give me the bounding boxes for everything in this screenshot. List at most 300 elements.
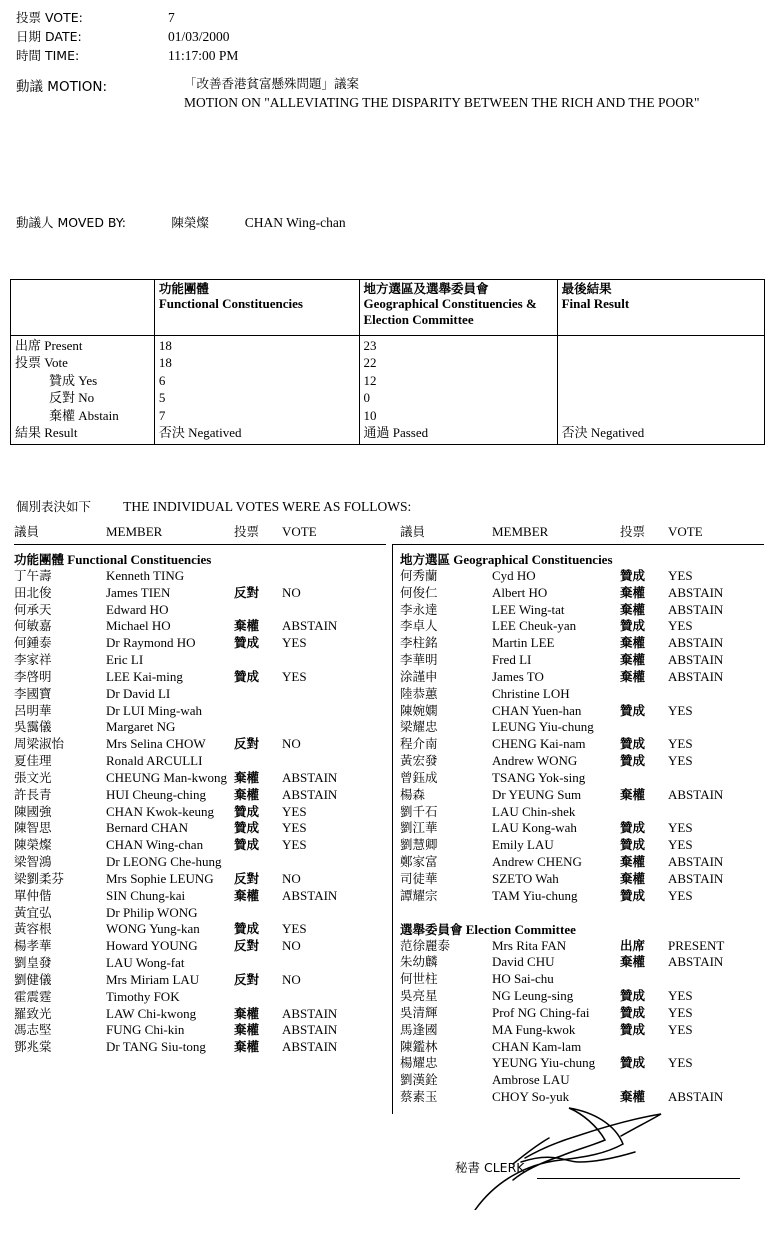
member-name-chinese: 田北俊 <box>14 584 52 600</box>
member-vote-english <box>282 905 386 922</box>
member-name-english: LEE Wing-tat <box>492 601 565 617</box>
group-title-functional-en: Functional Constituencies <box>67 552 212 567</box>
member-vote-english: ABSTAIN <box>282 769 338 785</box>
vote-row <box>14 905 386 922</box>
member-name-english: Christine LOH <box>492 685 570 701</box>
member-name-chinese: 何鍾泰 <box>14 635 52 651</box>
header-vote-en-left: VOTE <box>282 524 317 539</box>
functional-yes: 6 <box>158 372 166 388</box>
member-name-english: David CHU <box>492 954 555 970</box>
vote-row <box>400 719 764 736</box>
member-vote-chinese: 棄權 <box>234 887 260 903</box>
geographical-present: 23 <box>363 338 377 353</box>
vote-row <box>400 871 764 888</box>
member-name-chinese: 李啓明 <box>14 668 52 684</box>
member-name-chinese: 馮志堅 <box>14 1022 52 1038</box>
group-title-election-committee-en: Election Committee <box>465 921 576 937</box>
member-name-english: Cyd HO <box>492 568 536 583</box>
member-vote-chinese <box>234 719 282 736</box>
label-vote: 投票 Vote <box>15 355 68 371</box>
member-name-english: LAU Wong-fat <box>106 955 185 971</box>
member-name-english: Margaret NG <box>106 719 176 735</box>
functional-vote: 18 <box>158 355 172 371</box>
member-vote-chinese: 棄權 <box>620 652 646 668</box>
member-name-english: CHEUNG Man-kwong <box>106 769 227 785</box>
member-vote-english: ABSTAIN <box>668 1089 724 1105</box>
vote-row <box>14 753 386 770</box>
member-vote-chinese <box>234 989 282 1006</box>
member-name-chinese: 周梁淑怡 <box>14 736 65 752</box>
member-vote-chinese <box>234 703 282 720</box>
functional-present: 18 <box>158 338 172 353</box>
member-vote-chinese: 贊成 <box>620 988 646 1004</box>
member-vote-english <box>668 971 764 988</box>
group-spacer <box>400 905 764 918</box>
member-name-english: LEE Kai-ming <box>106 668 183 684</box>
document-header <box>16 8 756 65</box>
member-vote-english: NO <box>282 938 301 954</box>
member-vote-chinese <box>234 955 282 972</box>
vote-row <box>14 1039 386 1056</box>
header-vote-cn-right: 投票 <box>620 524 646 539</box>
member-vote-english: ABSTAIN <box>668 652 724 668</box>
member-vote-english <box>282 703 386 720</box>
member-vote-english: YES <box>282 668 307 684</box>
group-title-functional-cn: 功能團體 <box>14 552 65 567</box>
final-no <box>562 389 760 406</box>
member-vote-chinese: 棄權 <box>234 1039 260 1055</box>
member-vote-chinese <box>234 652 282 669</box>
member-list-geographical <box>400 568 764 905</box>
vote-row <box>400 954 764 971</box>
vote-row <box>14 888 386 905</box>
member-vote-chinese <box>234 854 282 871</box>
functional-abstain: 7 <box>158 407 166 423</box>
member-vote-chinese <box>620 1072 668 1089</box>
member-name-chinese: 楊孝華 <box>14 938 52 954</box>
member-vote-english: NO <box>282 736 301 752</box>
member-vote-chinese: 贊成 <box>234 837 260 853</box>
member-name-chinese: 陳智思 <box>14 820 52 836</box>
member-vote-chinese <box>234 753 282 770</box>
column-divider-right <box>392 544 393 1114</box>
member-name-english: Fred LI <box>492 652 532 668</box>
member-name-english: Dr David LI <box>106 685 171 701</box>
member-name-english: LAU Chin-shek <box>492 803 576 819</box>
vote-row <box>14 618 386 635</box>
member-vote-english: YES <box>668 736 693 752</box>
vote-number-value: 7 <box>168 10 175 25</box>
member-name-chinese: 劉江華 <box>400 820 438 836</box>
header-member-en-right: MEMBER <box>492 524 549 539</box>
member-vote-english: ABSTAIN <box>668 635 724 651</box>
member-name-english: Prof NG Ching-fai <box>492 1004 590 1020</box>
member-vote-english: NO <box>282 584 301 600</box>
member-name-chinese: 陳國強 <box>14 803 52 819</box>
functional-result: 否決 Negatived <box>158 425 242 441</box>
member-name-chinese: 劉皇發 <box>14 955 52 971</box>
member-vote-chinese: 棄權 <box>620 584 646 600</box>
member-vote-chinese: 贊成 <box>620 1021 646 1037</box>
member-vote-english: YES <box>282 635 307 651</box>
member-vote-chinese: 棄權 <box>620 954 646 970</box>
member-name-chinese: 陳榮燦 <box>14 837 52 853</box>
member-name-chinese: 馬逢國 <box>400 1021 438 1037</box>
member-vote-chinese: 棄權 <box>234 786 260 802</box>
member-name-chinese: 劉漢銓 <box>400 1072 438 1088</box>
date-label: 日期 DATE: <box>16 29 82 45</box>
vote-row <box>400 585 764 602</box>
member-name-chinese: 朱幼麟 <box>400 954 438 970</box>
vote-row <box>400 635 764 652</box>
vote-row <box>14 736 386 753</box>
header-vote-en-right: VOTE <box>668 524 703 539</box>
member-vote-english: YES <box>668 618 693 634</box>
member-vote-english: ABSTAIN <box>668 584 724 600</box>
member-name-english: James TO <box>492 668 544 684</box>
member-name-english: CHAN Wing-chan <box>106 837 204 853</box>
votes-column-header-left <box>14 524 386 544</box>
summary-header-final-cn: 最後結果 <box>561 281 612 296</box>
votes-column-right <box>392 524 764 1106</box>
member-name-chinese: 蔡素玉 <box>400 1089 438 1105</box>
vote-row <box>14 669 386 686</box>
member-vote-english <box>668 686 764 703</box>
member-vote-chinese <box>234 602 282 619</box>
vote-row <box>14 602 386 619</box>
header-vote-cn-left: 投票 <box>234 524 260 539</box>
vote-row <box>400 652 764 669</box>
group-title-functional <box>14 550 386 568</box>
member-vote-chinese <box>620 804 668 821</box>
vote-row <box>400 804 764 821</box>
member-name-chinese: 李卓人 <box>400 618 438 634</box>
summary-corner-cell <box>11 280 155 336</box>
member-vote-english <box>282 652 386 669</box>
member-name-chinese: 何承天 <box>14 601 52 617</box>
member-name-english: Edward HO <box>106 601 169 617</box>
member-vote-english <box>668 804 764 821</box>
vote-row <box>14 837 386 854</box>
member-name-english: Kenneth TING <box>106 568 185 583</box>
vote-row <box>400 888 764 905</box>
member-name-english: Mrs Rita FAN <box>492 937 567 953</box>
member-vote-chinese: 贊成 <box>620 887 646 903</box>
member-vote-english <box>282 719 386 736</box>
final-vote <box>562 354 760 371</box>
summary-header-geographical <box>359 280 557 336</box>
member-vote-chinese <box>234 905 282 922</box>
member-vote-chinese: 贊成 <box>620 568 646 583</box>
member-vote-english: ABSTAIN <box>668 870 724 886</box>
member-name-english: Ronald ARCULLI <box>106 753 203 769</box>
member-vote-english: ABSTAIN <box>668 786 724 802</box>
member-vote-chinese: 反對 <box>234 971 260 987</box>
votes-column-header-right <box>392 524 764 544</box>
motion-text-english: MOTION ON "ALLEVIATING THE DISPARITY BETWEEN THE RICH AND THE POOR" <box>184 95 700 111</box>
column-rule-right <box>392 544 764 545</box>
vote-row <box>14 955 386 972</box>
member-name-english: HO Sai-chu <box>492 971 554 987</box>
member-name-chinese: 夏佳理 <box>14 753 52 769</box>
member-name-english: FUNG Chi-kin <box>106 1022 185 1038</box>
member-name-chinese: 李華明 <box>400 652 438 668</box>
member-name-english: CHENG Kai-nam <box>492 736 586 752</box>
member-name-chinese: 陸恭蕙 <box>400 685 438 701</box>
member-vote-english: YES <box>668 753 693 769</box>
member-name-chinese: 吳亮星 <box>400 988 438 1004</box>
member-vote-english: ABSTAIN <box>282 1022 338 1038</box>
member-name-english: LEUNG Yiu-chung <box>492 719 594 735</box>
vote-row <box>14 585 386 602</box>
member-vote-english: YES <box>668 988 693 1004</box>
summary-values-final <box>557 336 764 445</box>
vote-number-label: 投票 VOTE: <box>16 10 83 25</box>
vote-row <box>400 753 764 770</box>
member-vote-english: ABSTAIN <box>668 954 724 970</box>
vote-row <box>14 635 386 652</box>
summary-values-functional <box>154 336 359 445</box>
member-name-chinese: 范徐麗泰 <box>400 937 451 953</box>
vote-row <box>400 1022 764 1039</box>
member-vote-english <box>282 568 386 585</box>
member-name-english: Mrs Miriam LAU <box>106 971 200 987</box>
vote-row <box>14 703 386 720</box>
member-name-chinese: 楊森 <box>400 786 426 802</box>
member-vote-english <box>282 989 386 1006</box>
member-vote-chinese: 棄權 <box>234 1005 260 1021</box>
vote-row <box>400 938 764 955</box>
vote-row <box>400 820 764 837</box>
vote-row <box>400 669 764 686</box>
final-result: 否決 Negatived <box>561 425 645 441</box>
member-vote-english: ABSTAIN <box>282 618 338 634</box>
member-name-english: Timothy FOK <box>106 988 180 1004</box>
member-vote-english: ABSTAIN <box>282 786 338 802</box>
member-vote-english: NO <box>282 971 301 987</box>
vote-row <box>14 1022 386 1039</box>
member-vote-english: YES <box>668 1055 693 1071</box>
member-name-chinese: 曾鈺成 <box>400 769 438 785</box>
member-vote-chinese: 棄權 <box>620 870 646 886</box>
vote-row <box>14 652 386 669</box>
vote-row <box>400 971 764 988</box>
vote-row <box>400 988 764 1005</box>
summary-counts-row <box>11 336 765 445</box>
member-name-chinese: 李國寶 <box>14 685 52 701</box>
member-vote-english: YES <box>282 803 307 819</box>
member-name-chinese: 吳靄儀 <box>14 719 52 735</box>
member-vote-chinese: 贊成 <box>234 803 260 819</box>
vote-row <box>400 703 764 720</box>
member-vote-english <box>282 955 386 972</box>
member-name-chinese: 李永達 <box>400 601 438 617</box>
label-abstain: 棄權 Abstain <box>49 407 119 423</box>
group-title-geographical-en: Geographical Constituencies <box>453 552 613 567</box>
member-vote-chinese: 棄權 <box>234 1022 260 1038</box>
geographical-no: 0 <box>363 390 370 406</box>
group-functional-constituencies <box>14 550 386 1056</box>
vote-row <box>14 686 386 703</box>
member-list-election-committee <box>400 938 764 1106</box>
member-name-english: Howard YOUNG <box>106 938 198 954</box>
moved-by-name-chinese: 陳榮燦 <box>171 215 209 230</box>
member-vote-english <box>668 1039 764 1056</box>
member-name-chinese: 何世柱 <box>400 971 438 987</box>
member-name-english: LAW Chi-kwong <box>106 1005 197 1021</box>
member-name-english: Andrew CHENG <box>492 854 582 870</box>
member-name-chinese: 丁午壽 <box>14 568 52 583</box>
member-name-english: Emily LAU <box>492 837 554 853</box>
member-vote-chinese: 贊成 <box>620 1004 646 1020</box>
member-vote-english: YES <box>668 1021 693 1037</box>
label-yes: 贊成 Yes <box>49 372 98 388</box>
member-vote-chinese: 贊成 <box>234 668 260 684</box>
member-vote-chinese: 棄權 <box>620 854 646 870</box>
geographical-yes: 12 <box>363 372 377 388</box>
vote-row <box>14 871 386 888</box>
member-name-chinese: 鄧兆棠 <box>14 1039 52 1055</box>
member-name-chinese: 劉千石 <box>400 803 438 819</box>
functional-no: 5 <box>158 390 166 406</box>
final-present <box>562 337 760 354</box>
member-name-english: Mrs Sophie LEUNG <box>106 870 214 886</box>
vote-row <box>400 1039 764 1056</box>
member-name-english: MA Fung-kwok <box>492 1021 576 1037</box>
header-member-cn-left: 議員 <box>14 524 40 539</box>
summary-header-functional-en: Functional Constituencies <box>158 296 303 312</box>
member-name-chinese: 李柱銘 <box>400 635 438 651</box>
member-name-chinese: 梁智鴻 <box>14 854 52 870</box>
clerk-signature <box>465 1100 735 1210</box>
group-title-election-committee-cn: 選舉委員會 <box>400 921 463 937</box>
member-vote-chinese: 反對 <box>234 584 260 600</box>
moved-by-row <box>16 213 346 231</box>
member-vote-english: YES <box>668 887 693 903</box>
header-member-cn-right: 議員 <box>400 524 426 539</box>
member-vote-chinese: 贊成 <box>620 753 646 769</box>
member-name-chinese: 何俊仁 <box>400 584 438 600</box>
member-name-english: SIN Chung-kai <box>106 887 186 903</box>
member-vote-chinese: 出席 <box>620 937 646 953</box>
label-result: 結果 Result <box>15 425 78 441</box>
member-vote-chinese: 贊成 <box>234 635 260 651</box>
member-vote-chinese: 贊成 <box>234 820 260 836</box>
group-title-geographical <box>400 550 764 568</box>
summary-values-geographical <box>359 336 557 445</box>
member-vote-english: YES <box>282 820 307 836</box>
clerk-label-text: 秘書 CLERK <box>455 1160 525 1175</box>
member-vote-chinese: 贊成 <box>234 921 260 937</box>
member-name-chinese: 陳婉嫻 <box>400 702 438 718</box>
vote-number-row <box>16 8 756 27</box>
vote-row <box>14 719 386 736</box>
vote-summary-table <box>10 279 765 445</box>
geographical-abstain: 10 <box>363 407 377 423</box>
time-label: 時間 TIME: <box>16 48 80 64</box>
member-name-english: TSANG Yok-sing <box>492 769 586 785</box>
member-name-chinese: 譚耀宗 <box>400 887 438 903</box>
member-name-chinese: 許長青 <box>14 786 52 802</box>
final-abstain <box>562 407 760 424</box>
vote-row <box>400 787 764 804</box>
member-name-chinese: 劉健儀 <box>14 971 52 987</box>
vote-row <box>400 1005 764 1022</box>
member-name-chinese: 陳鑑林 <box>400 1038 438 1054</box>
label-present: 出席 Present <box>15 338 83 353</box>
member-vote-english: PRESENT <box>668 937 725 953</box>
member-vote-chinese: 贊成 <box>620 736 646 752</box>
member-name-chinese: 黃宏發 <box>400 753 438 769</box>
member-vote-english: ABSTAIN <box>668 854 724 870</box>
member-name-english: Michael HO <box>106 618 171 634</box>
member-vote-english: ABSTAIN <box>668 668 724 684</box>
vote-row <box>14 989 386 1006</box>
group-title-election-committee <box>400 920 764 938</box>
motion-text-chinese: 「改善香港貧富懸殊問題」議案 <box>184 76 360 91</box>
member-name-english: CHAN Yuen-han <box>492 702 582 718</box>
member-vote-chinese: 反對 <box>234 938 260 954</box>
member-name-english: Ambrose LAU <box>492 1072 570 1088</box>
summary-header-row <box>11 280 765 336</box>
member-vote-chinese <box>620 686 668 703</box>
geographical-result: 通過 Passed <box>363 425 429 441</box>
vote-row <box>14 854 386 871</box>
vote-row <box>400 1055 764 1072</box>
member-name-chinese: 黃宜弘 <box>14 904 52 920</box>
member-name-english: LAU Kong-wah <box>492 820 577 836</box>
member-vote-chinese <box>620 971 668 988</box>
member-vote-english: YES <box>668 820 693 836</box>
summary-header-functional-cn: 功能團體 <box>158 281 209 296</box>
member-vote-chinese: 棄權 <box>234 618 260 634</box>
summary-header-geographical-en: Geographical Constituencies & Election Committee <box>363 296 537 328</box>
vote-row <box>400 1072 764 1089</box>
vote-row <box>14 972 386 989</box>
member-name-chinese: 黃容根 <box>14 921 52 937</box>
member-vote-chinese: 贊成 <box>620 820 646 836</box>
member-name-chinese: 羅致光 <box>14 1005 52 1021</box>
member-name-chinese: 梁耀忠 <box>400 719 438 735</box>
vote-row <box>400 618 764 635</box>
member-vote-chinese: 棄權 <box>620 668 646 684</box>
member-name-english: Dr TANG Siu-tong <box>106 1039 206 1055</box>
moved-by-name-english: CHAN Wing-chan <box>244 215 346 230</box>
member-name-chinese: 霍震霆 <box>14 988 52 1004</box>
vote-row <box>14 1006 386 1023</box>
vote-row <box>14 770 386 787</box>
member-vote-chinese: 反對 <box>234 870 260 886</box>
motion-label: 動議 MOTION: <box>16 79 108 95</box>
member-vote-english: YES <box>668 568 693 583</box>
member-name-chinese: 何敏嘉 <box>14 618 52 634</box>
member-vote-english <box>668 719 764 736</box>
member-vote-chinese: 棄權 <box>620 601 646 617</box>
date-value: 01/03/2000 <box>168 29 230 45</box>
member-vote-english: NO <box>282 870 301 886</box>
member-name-chinese: 吳清輝 <box>400 1004 438 1020</box>
member-name-english: Dr LEONG Che-hung <box>106 854 222 870</box>
member-vote-english: YES <box>668 702 693 718</box>
summary-header-functional <box>154 280 359 336</box>
member-name-chinese: 李家祥 <box>14 652 52 668</box>
member-name-english: YEUNG Yiu-chung <box>492 1055 596 1071</box>
motion-text <box>184 75 700 113</box>
member-name-english: Mrs Selina CHOW <box>106 736 206 752</box>
summary-header-geographical-cn: 地方選區及選舉委員會 <box>363 281 489 296</box>
vote-row <box>14 820 386 837</box>
member-vote-chinese: 棄權 <box>234 769 260 785</box>
